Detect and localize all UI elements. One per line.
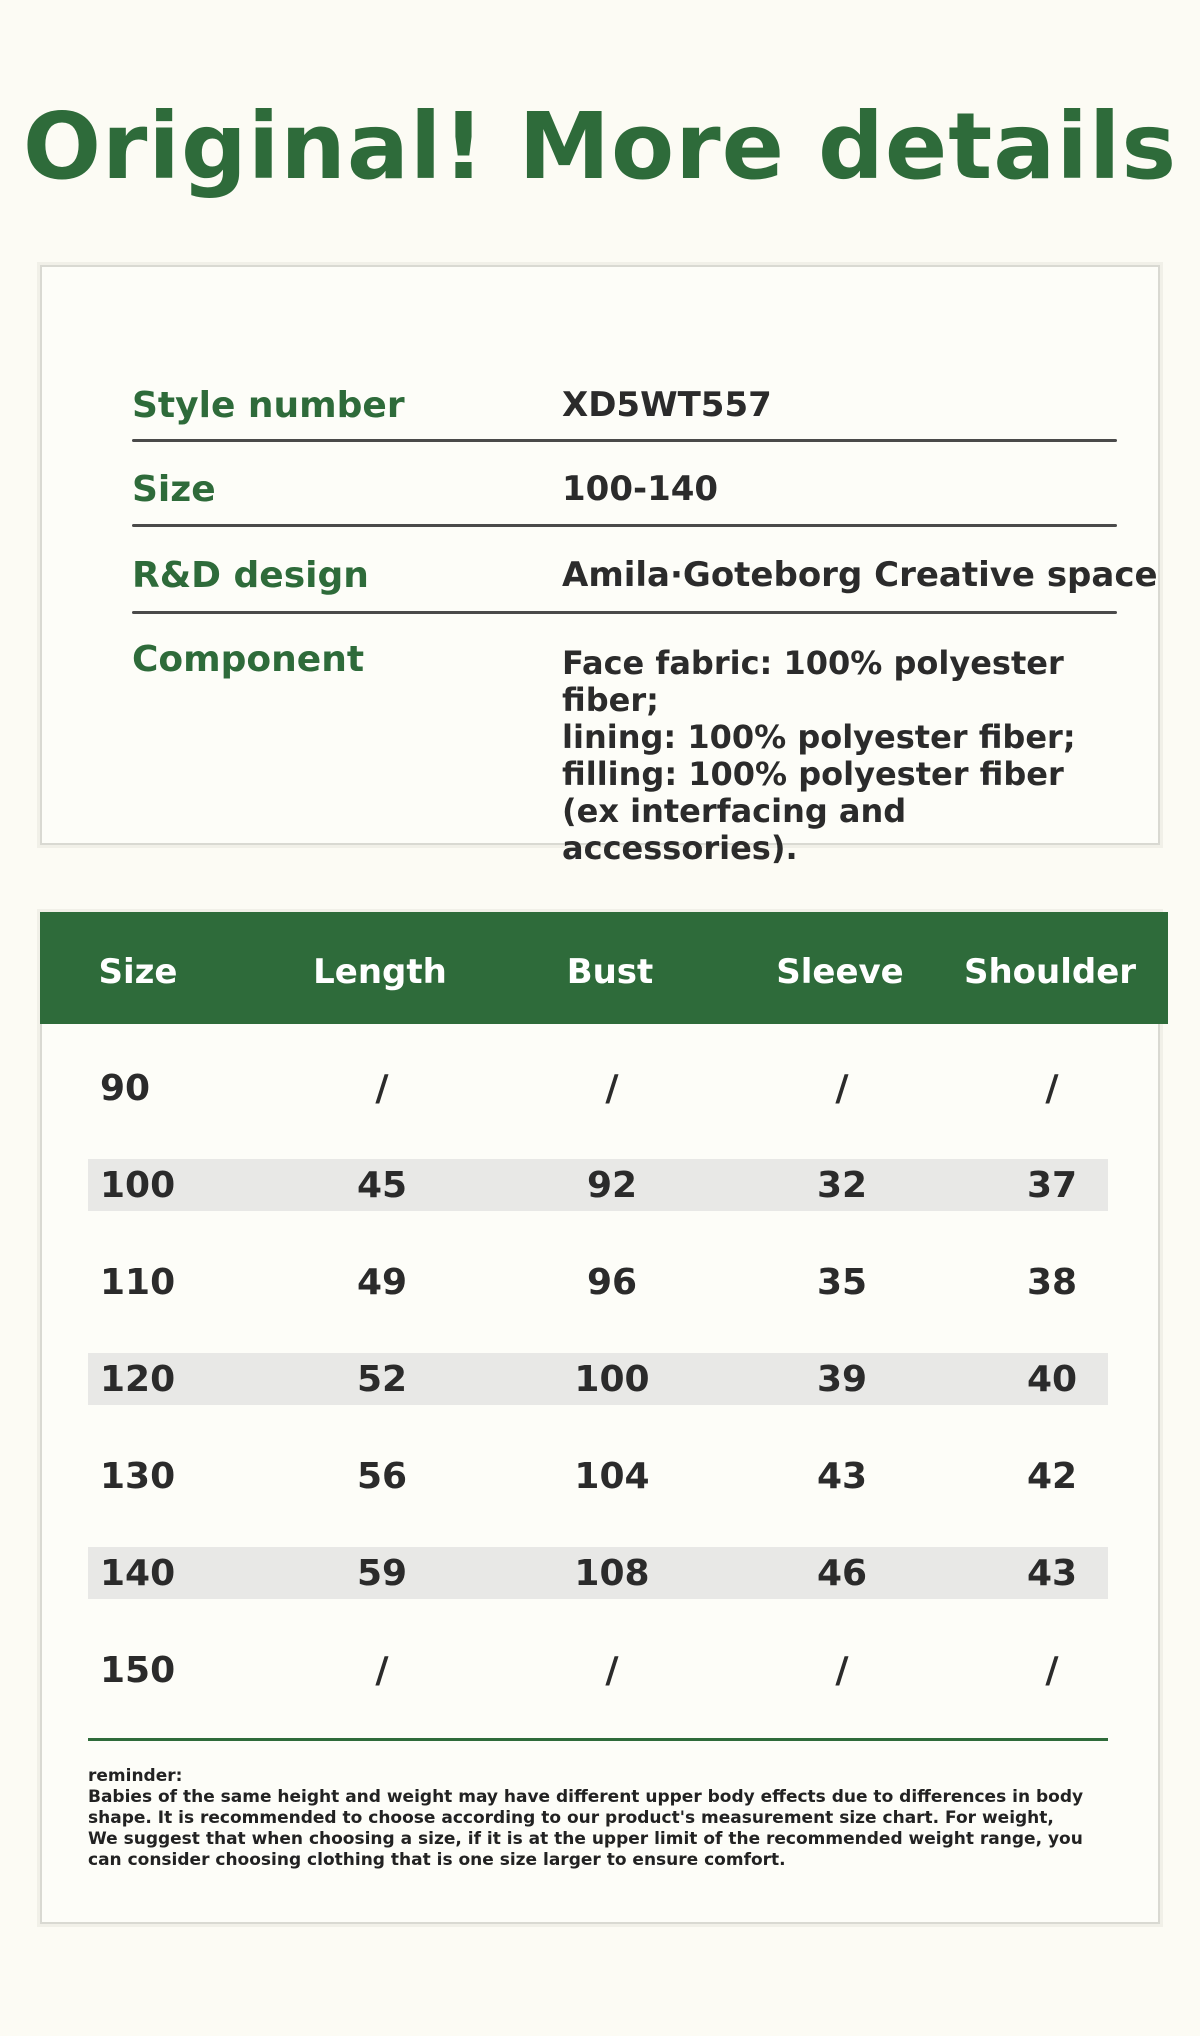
size-table: [40, 912, 1160, 1924]
cell-sleeve: 46: [816, 1553, 868, 1594]
cell-shoulder: /: [1045, 1068, 1059, 1109]
header-size: Size: [98, 952, 178, 992]
cell-size: 130: [100, 1456, 176, 1497]
info-value-size: 100-140: [562, 469, 719, 509]
header-bust: Bust: [566, 952, 654, 992]
cell-sleeve: 43: [816, 1456, 868, 1497]
size-table-header: [40, 912, 1168, 1024]
info-divider: [132, 524, 1117, 527]
cell-bust: /: [605, 1068, 619, 1109]
info-label-component: Component: [132, 639, 365, 680]
info-value-style-number: XD5WT557: [562, 385, 772, 425]
cell-sleeve: 32: [816, 1165, 868, 1206]
table-row: [88, 1450, 1108, 1502]
cell-shoulder: /: [1045, 1650, 1059, 1691]
table-row: [88, 1256, 1108, 1308]
product-info-card: [40, 265, 1160, 867]
cell-sleeve: 39: [816, 1359, 868, 1400]
info-label-size: Size: [132, 469, 216, 510]
cell-shoulder: 40: [1026, 1359, 1078, 1400]
cell-bust: 104: [574, 1456, 650, 1497]
cell-length: /: [375, 1650, 389, 1691]
table-row: [88, 1159, 1108, 1211]
info-divider: [132, 439, 1117, 442]
cell-bust: 100: [574, 1359, 650, 1400]
info-divider: [132, 611, 1117, 614]
table-row: [88, 1353, 1108, 1405]
cell-bust: /: [605, 1650, 619, 1691]
cell-length: 49: [356, 1262, 408, 1303]
cell-sleeve: /: [835, 1068, 849, 1109]
header-shoulder: Shoulder: [963, 952, 1137, 992]
cell-size: 120: [100, 1359, 176, 1400]
header-sleeve: Sleeve: [776, 952, 904, 992]
header-length: Length: [313, 952, 447, 992]
cell-sleeve: /: [835, 1650, 849, 1691]
cell-length: 45: [356, 1165, 408, 1206]
reminder-note: reminder: Babies of the same height and weight may have different upper body effects due to differences in body shape. It is recommended to choose according to our product's measurement size chart. For weight, We suggest that when choosing a size, if it is at the upper limit of the recommended weight range, you can consider choosing clothing that is one size larger to ensure comfort.: [88, 1766, 1084, 1870]
cell-size: 90: [100, 1068, 151, 1109]
info-value-rd-design: Amila·Goteborg Creative space: [562, 555, 1158, 595]
cell-bust: 92: [586, 1165, 638, 1206]
cell-length: 56: [356, 1456, 408, 1497]
table-bottom-divider: [88, 1738, 1108, 1741]
page-title: Original! More details: [22, 93, 1178, 200]
table-row: [88, 1644, 1108, 1696]
cell-length: 52: [356, 1359, 408, 1400]
cell-size: 110: [100, 1262, 176, 1303]
info-label-rd-design: R&D design: [132, 555, 369, 596]
cell-size: 150: [100, 1650, 176, 1691]
table-row: [88, 1062, 1108, 1114]
cell-shoulder: 42: [1026, 1456, 1078, 1497]
cell-bust: 96: [586, 1262, 638, 1303]
cell-shoulder: 38: [1026, 1262, 1078, 1303]
cell-size: 100: [100, 1165, 176, 1206]
cell-bust: 108: [574, 1553, 650, 1594]
cell-size: 140: [100, 1553, 176, 1594]
info-label-style-number: Style number: [132, 385, 405, 426]
cell-shoulder: 37: [1026, 1165, 1078, 1206]
cell-length: /: [375, 1068, 389, 1109]
cell-length: 59: [356, 1553, 408, 1594]
info-value-component: Face fabric: 100% polyester fiber; lining: 100% polyester fiber; filling: 100% polyester fiber (ex interfacing and accessories).: [562, 644, 1076, 867]
table-row: [88, 1547, 1108, 1599]
cell-sleeve: 35: [816, 1262, 868, 1303]
cell-shoulder: 43: [1026, 1553, 1078, 1594]
